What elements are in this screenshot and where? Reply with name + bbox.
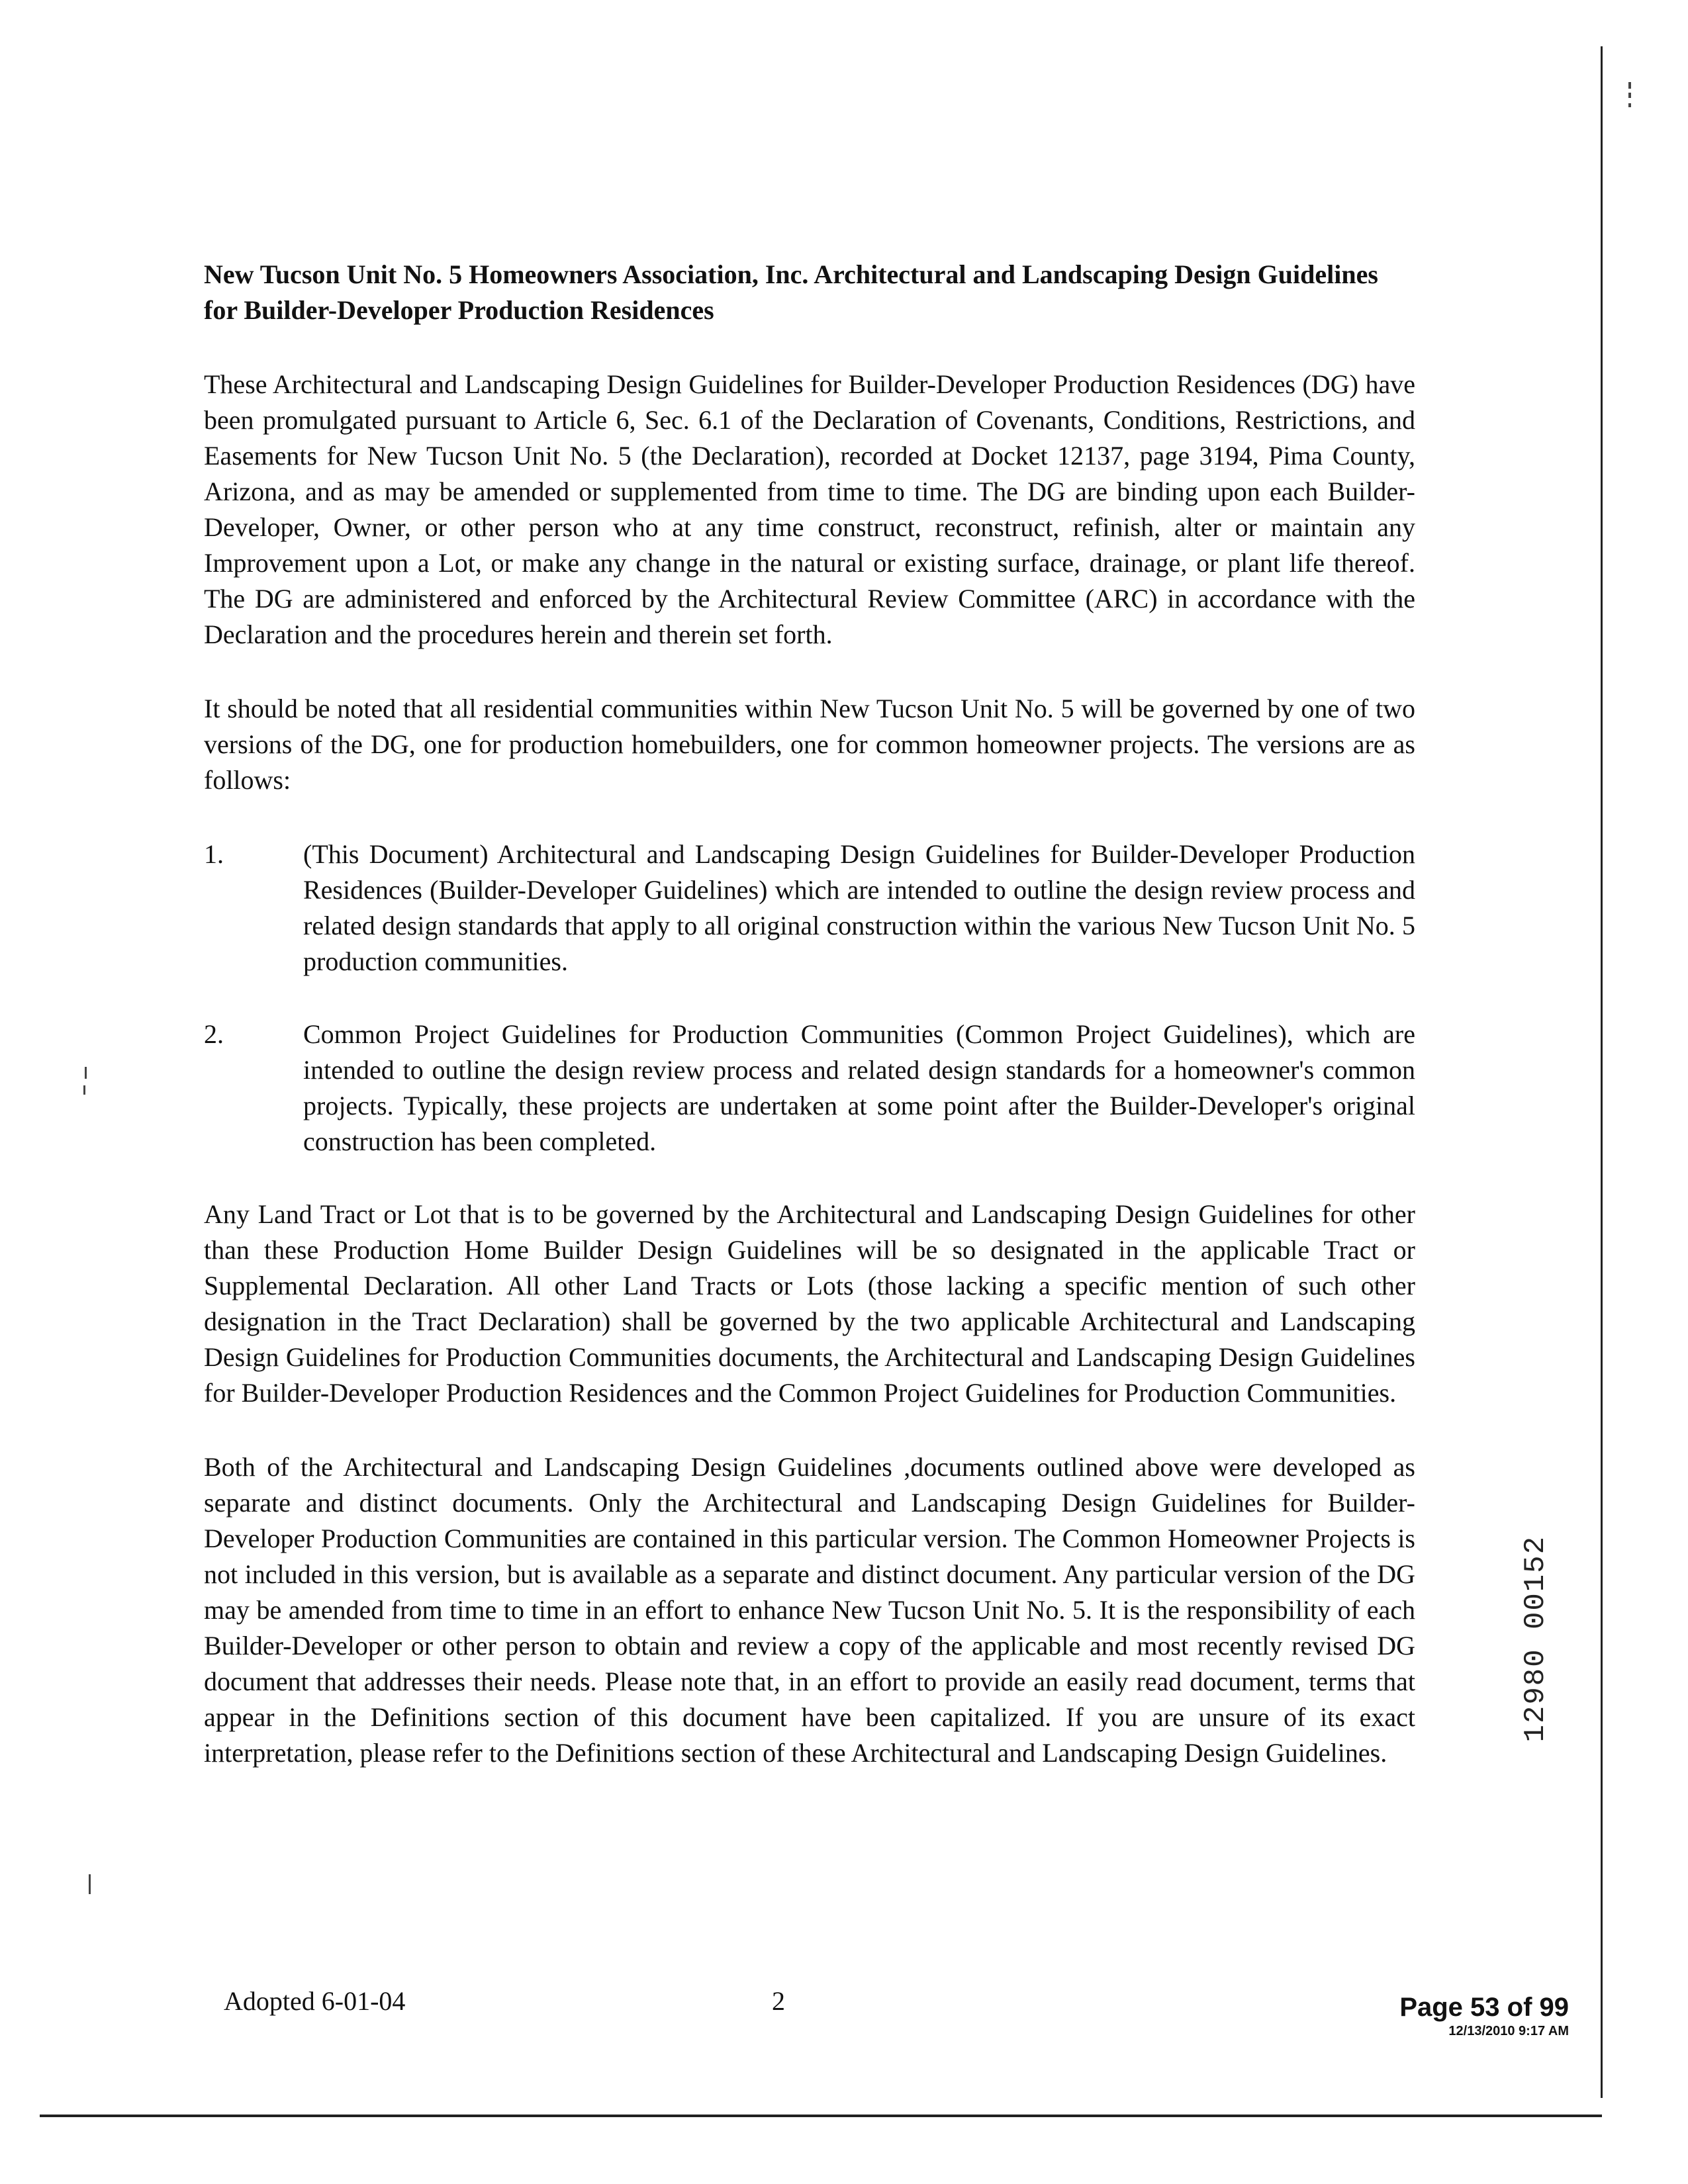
footer-adopted-date: Adopted 6-01-04: [224, 1986, 406, 2016]
scan-speck: [83, 1085, 85, 1095]
recorder-timestamp: 12/13/2010 9:17 AM: [1448, 2024, 1569, 2038]
paragraph-versions-intro: It should be noted that all residential communities within New Tucson Unit No. 5 will be governed by one of two versions of the DG, one for production homebuilders, one for common homeowner projects. The versions are as follows:: [204, 694, 1415, 795]
scan-speck: [1628, 93, 1631, 98]
paragraph-land-tract: Any Land Tract or Lot that is to be governed by the Architectural and Landscaping Design Guidelines for other than these Production Home Builder Design Guidelines will be so designated in the applicable Tract or Supplemental Declaration. All other Land Tracts or Lots (those lacking a specific mention of such other designation in the Tract Declaration) shall be governed by the two applicable Architectural and Landscaping Design Guidelines for Production Communities documents, the Architectural and Landscaping Design Guidelines for Builder-Developer Production Residences and the Common Project Guidelines for Production Communities.: [204, 1199, 1415, 1408]
footer-page-number: 2: [772, 1986, 785, 2016]
side-document-identifier: 12980 00152: [1519, 1535, 1552, 1743]
list-item: [204, 837, 1415, 979]
list-item-text: Common Project Guidelines for Production Communities (Common Project Guidelines), which are intended to outline the design review process and related design standards for a homeowner's common projects. Typically, these projects are undertaken at some point after the Builder-Developer's original construction has been completed.: [303, 1019, 1415, 1156]
list-item-text: (This Document) Architectural and Landscaping Design Guidelines for Builder-Developer Production Residences (Builder-Developer Guidelines) which are intended to outline the design review process and related design standards that apply to all original construction within the various New Tucson Unit No. 5 production communities.: [303, 839, 1415, 976]
list-item-number: 1.: [204, 839, 224, 869]
list-item-number: 2.: [204, 1019, 224, 1049]
scan-speck: [85, 1067, 87, 1079]
scan-speck: [89, 1874, 91, 1894]
document-body: [204, 257, 1415, 1809]
scan-edge-horizontal-line: [40, 2115, 1602, 2117]
paragraph-separate-documents: Both of the Architectural and Landscaping Design Guidelines ,documents outlined above were developed as separate and distinct documents. Only the Architectural and Landscaping Design Guidelines for Builder-Developer Production Communities are contained in this particular version. The Common Homeowner Projects is not included in this version, but is available as a separate and distinct document. Any particular version of the DG may be amended from time to time in an effort to enhance New Tucson Unit No. 5. It is the responsibility of each Builder-Developer or other person to obtain and review a copy of the applicable and most recently revised DG document that addresses their needs. Please note that, in an effort to provide an easily read document, terms that appear in the Definitions section of this document have been capitalized. If you are unsure of its exact interpretation, please refer to the Definitions section of these Architectural and Landscaping Design Guidelines.: [204, 1452, 1415, 1768]
recorder-page-count: Page 53 of 99: [1399, 1993, 1569, 2022]
list-item: [204, 1017, 1415, 1160]
scan-edge-vertical-line: [1601, 46, 1603, 2098]
scan-speck: [1628, 103, 1631, 107]
recorder-stamp: [1370, 1992, 1569, 2040]
scan-speck: [1628, 82, 1631, 89]
document-title: New Tucson Unit No. 5 Homeowners Association, Inc. Architectural and Landscaping Design Guidelines for Builder-Developer Production Residences: [204, 259, 1378, 325]
paragraph-intro: These Architectural and Landscaping Design Guidelines for Builder-Developer Production Residences (DG) have been promulgated pursuant to Article 6, Sec. 6.1 of the Declaration of Covenants, Conditions, Restrictions, and Easements for New Tucson Unit No. 5 (the Declaration), recorded at Docket 12137, page 3194, Pima County, Arizona, and as may be amended or supplemented from time to time. The DG are binding upon each Builder-Developer, Owner, or other person who at any time construct, reconstruct, refinish, alter or maintain any Improvement upon a Lot, or make any change in the natural or existing surface, drainage, or plant life thereof. The DG are administered and enforced by the Architectural Review Committee (ARC) in accordance with the Declaration and the procedures herein and therein set forth.: [204, 369, 1415, 649]
